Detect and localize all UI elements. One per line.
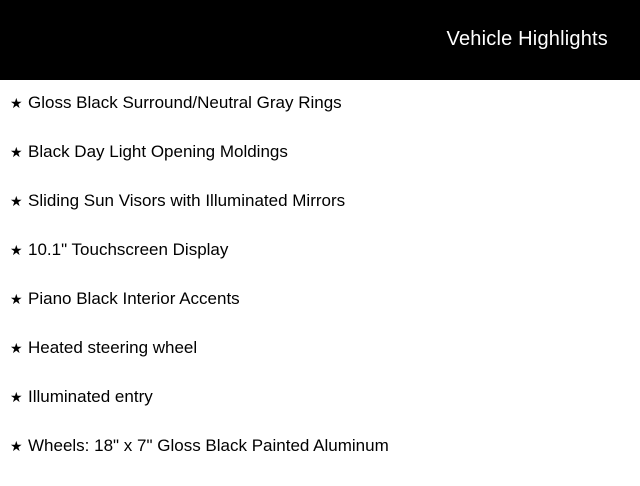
list-item	[0, 94, 640, 143]
highlight-label: Gloss Black Surround/Neutral Gray Rings	[28, 93, 342, 112]
star-icon: ★	[10, 144, 23, 160]
list-item	[0, 143, 640, 192]
star-icon: ★	[10, 242, 23, 258]
vehicle-highlights-list	[0, 80, 640, 486]
highlight-label: Wheels: 18" x 7" Gloss Black Painted Aluminum	[28, 436, 389, 455]
star-icon: ★	[10, 340, 23, 356]
star-icon: ★	[10, 193, 23, 209]
list-item	[0, 241, 640, 290]
page-title: Vehicle Highlights	[446, 28, 608, 50]
list-item	[0, 388, 640, 437]
highlight-label: Sliding Sun Visors with Illuminated Mirrors	[28, 191, 346, 210]
star-icon: ★	[10, 95, 23, 111]
header-bar	[0, 0, 640, 80]
highlight-label: Illuminated entry	[28, 387, 153, 406]
highlight-label: Black Day Light Opening Moldings	[28, 142, 288, 161]
star-icon: ★	[10, 291, 23, 307]
highlight-label: 10.1" Touchscreen Display	[28, 240, 229, 259]
star-icon: ★	[10, 438, 23, 454]
list-item	[0, 339, 640, 388]
list-item	[0, 437, 640, 486]
list-item	[0, 192, 640, 241]
star-icon: ★	[10, 389, 23, 405]
highlight-label: Piano Black Interior Accents	[28, 289, 240, 308]
highlight-label: Heated steering wheel	[28, 338, 198, 357]
list-item	[0, 290, 640, 339]
